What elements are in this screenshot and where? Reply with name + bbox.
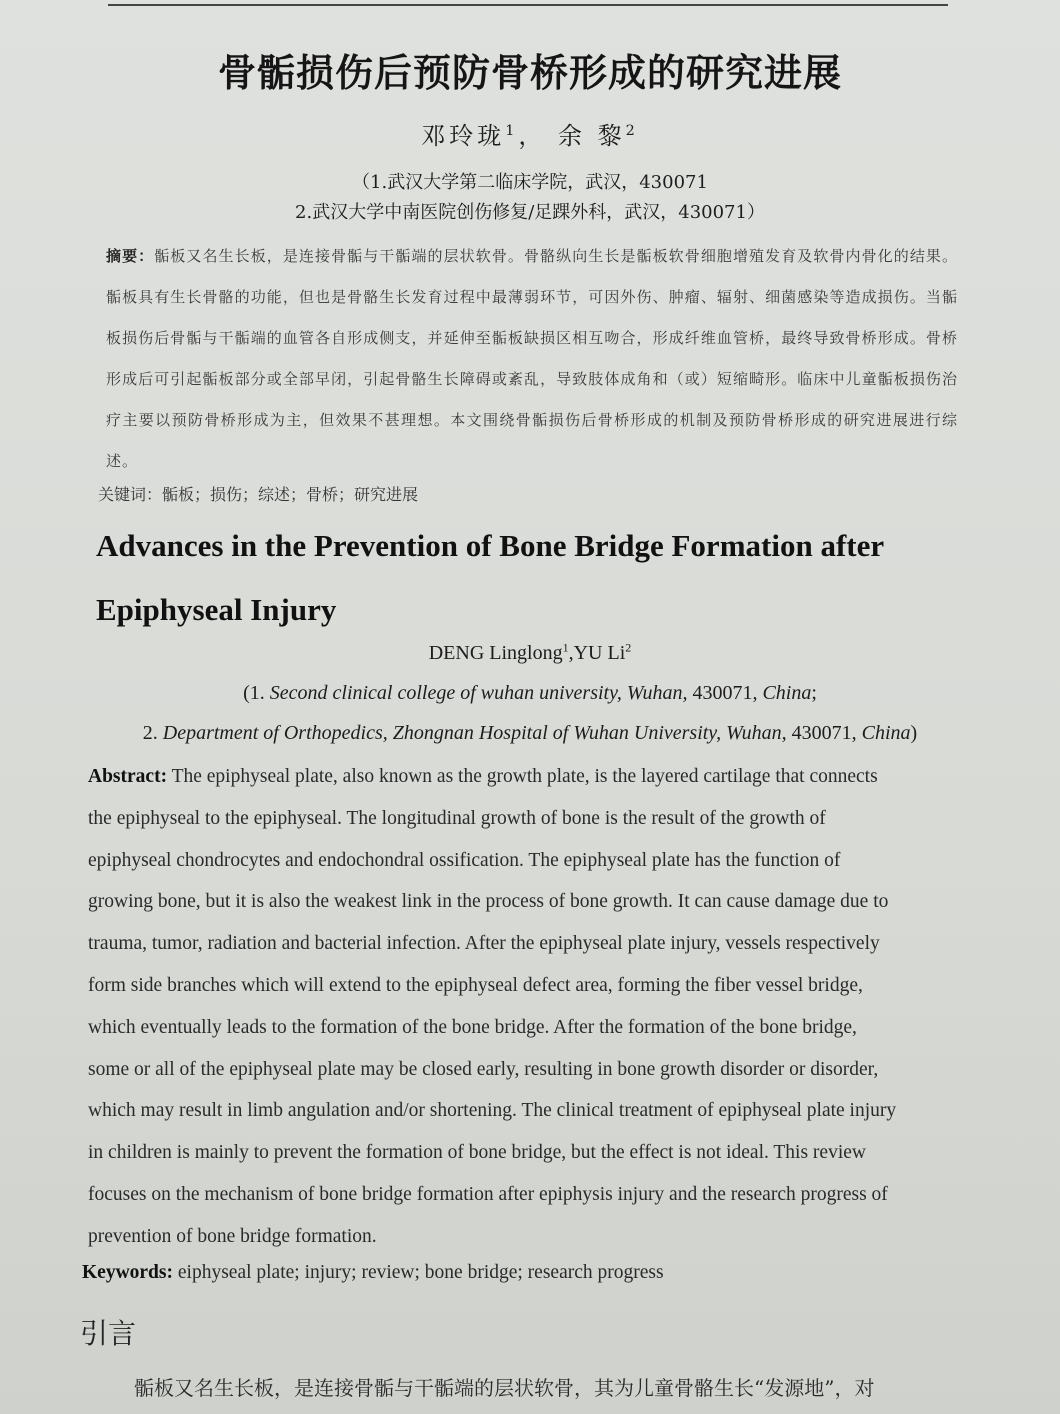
author-affiliation-mark: 2 (625, 123, 639, 139)
abstract-line: some or all of the epiphyseal plate may be closed early, resulting in bone growth disorder or disorder, (88, 1058, 879, 1080)
abstract-line: growing bone, but it is also the weakest link in the process of bone growth. It can cause damage due to (88, 891, 889, 913)
chinese-affiliation-1: （1.武汉大学第二临床学院，武汉，430071 (352, 172, 708, 193)
abstract-line (88, 756, 968, 798)
abstract-line: trauma, tumor, radiation and bacterial infection. After the epiphyseal plate injury, vessels respectively (88, 933, 880, 955)
affiliation-postcode: 430071, (692, 682, 763, 704)
english-title-line: Advances in the Prevention of Bone Bridge Formation after (96, 528, 885, 563)
english-abstract (88, 756, 968, 1258)
english-abstract-label: Abstract: (88, 766, 168, 787)
affiliation-country: China (861, 722, 911, 744)
affiliation-country: China (762, 682, 812, 704)
english-keywords-label: Keywords: (82, 1262, 173, 1283)
header-rule (108, 4, 948, 6)
english-keywords (82, 1262, 962, 1284)
abstract-line: form side branches which will extend to the epiphyseal defect area, forming the fiber vessel bridge, (88, 974, 863, 996)
english-title-line: Epiphyseal Injury (96, 592, 337, 627)
author-name: 邓玲珑 (421, 122, 506, 150)
introduction-text: 骺板又名生长板，是连接骨骺与干骺端的层状软骨，其为儿童骨骼生长“发源地”，对 (134, 1376, 875, 1400)
chinese-abstract-label: 摘要： (106, 247, 155, 265)
abstract-line: which eventually leads to the formation of the bone bridge. After the formation of the bone bridge, (88, 1016, 857, 1038)
english-keywords-text: eiphyseal plate; injury; review; bone bridge; research progress (173, 1262, 664, 1283)
chinese-keywords-label: 关键词： (98, 485, 163, 504)
affiliation-postcode: 430071, (791, 722, 862, 744)
abstract-line: focuses on the mechanism of bone bridge formation after epiphysis injury and the research progress of (88, 1183, 888, 1205)
author-affiliation-mark: 2 (625, 640, 632, 655)
affiliation-org: Second clinical college of wuhan university, Wuhan, (269, 682, 693, 704)
english-affiliation-2 (0, 722, 1060, 745)
affiliation-open: (1. (243, 682, 270, 704)
author-affiliation-mark: 1 (562, 640, 569, 655)
english-authors (0, 642, 1060, 665)
chinese-abstract-text: 骺板又名生长板，是连接骨骺与干骺端的层状软骨。骨骼纵向生长是骺板软骨细胞增殖发育及软骨内骨化的结果。骺板具有生长骨骼的功能，但也是骨骼生长发育过程中最薄弱环节，可因外伤、肿瘤、辐射、细菌感染等造成损伤。当骺板损伤后骨骺与干骺端的血管各自形成侧支，并延伸至骺板缺损区相互吻合，形成纤维血管桥，最终导致骨桥形成。骨桥形成后可引起骺板部分或全部早闭，引起骨骼生长障碍或紊乱，导致肢体成角和（或）短缩畸形。临床中儿童骺板损伤治疗主要以预防骨桥形成为主，但效果不甚理想。本文围绕骨骺损伤后骨桥形成的机制及预防骨桥形成的研究进展进行综述。 (106, 247, 958, 470)
chinese-title: 骨骺损伤后预防骨桥形成的研究进展 (217, 51, 842, 95)
author-separator: ， (518, 122, 547, 150)
abstract-line: which may result in limb angulation and/or shortening. The clinical treatment of epiphyseal plate injury (88, 1100, 897, 1122)
author-name: YU Li (573, 642, 626, 664)
chinese-keywords (98, 482, 958, 505)
chinese-keywords-text: 骺板；损伤；综述；骨桥；研究进展 (162, 485, 419, 504)
english-affiliation-1 (0, 682, 1060, 705)
author-name: DENG Linglong (428, 642, 563, 664)
abstract-line: the epiphyseal to the epiphyseal. The longitudinal growth of bone is the result of the growth of (88, 807, 826, 829)
abstract-line: in children is mainly to prevent the formation of bone bridge, but the effect is not ideal. This review (88, 1142, 866, 1164)
abstract-line: prevention of bone bridge formation. (88, 1225, 377, 1247)
abstract-line: epiphyseal chondrocytes and endochondral ossification. The epiphyseal plate has the function of (88, 849, 841, 871)
author-separator: , (568, 642, 574, 664)
affiliation-close: ) (910, 722, 918, 744)
chinese-affiliation-2: 2.武汉大学中南医院创伤修复/足踝外科，武汉，430071） (295, 202, 765, 223)
chinese-authors (0, 116, 1060, 151)
author-affiliation-mark: 1 (505, 123, 519, 139)
introduction-heading: 引言 (80, 1317, 137, 1350)
author-name: 余 黎 (558, 122, 626, 150)
affiliation-close: ; (811, 682, 817, 704)
affiliation-org: Department of Orthopedics, Zhongnan Hospital of Wuhan University, Wuhan, (162, 722, 792, 744)
english-title (96, 514, 976, 642)
chinese-abstract (106, 236, 958, 482)
affiliation-open: 2. (142, 722, 163, 744)
abstract-line-text: The epiphyseal plate, also known as the growth plate, is the layered cartilage that connects (167, 766, 878, 787)
